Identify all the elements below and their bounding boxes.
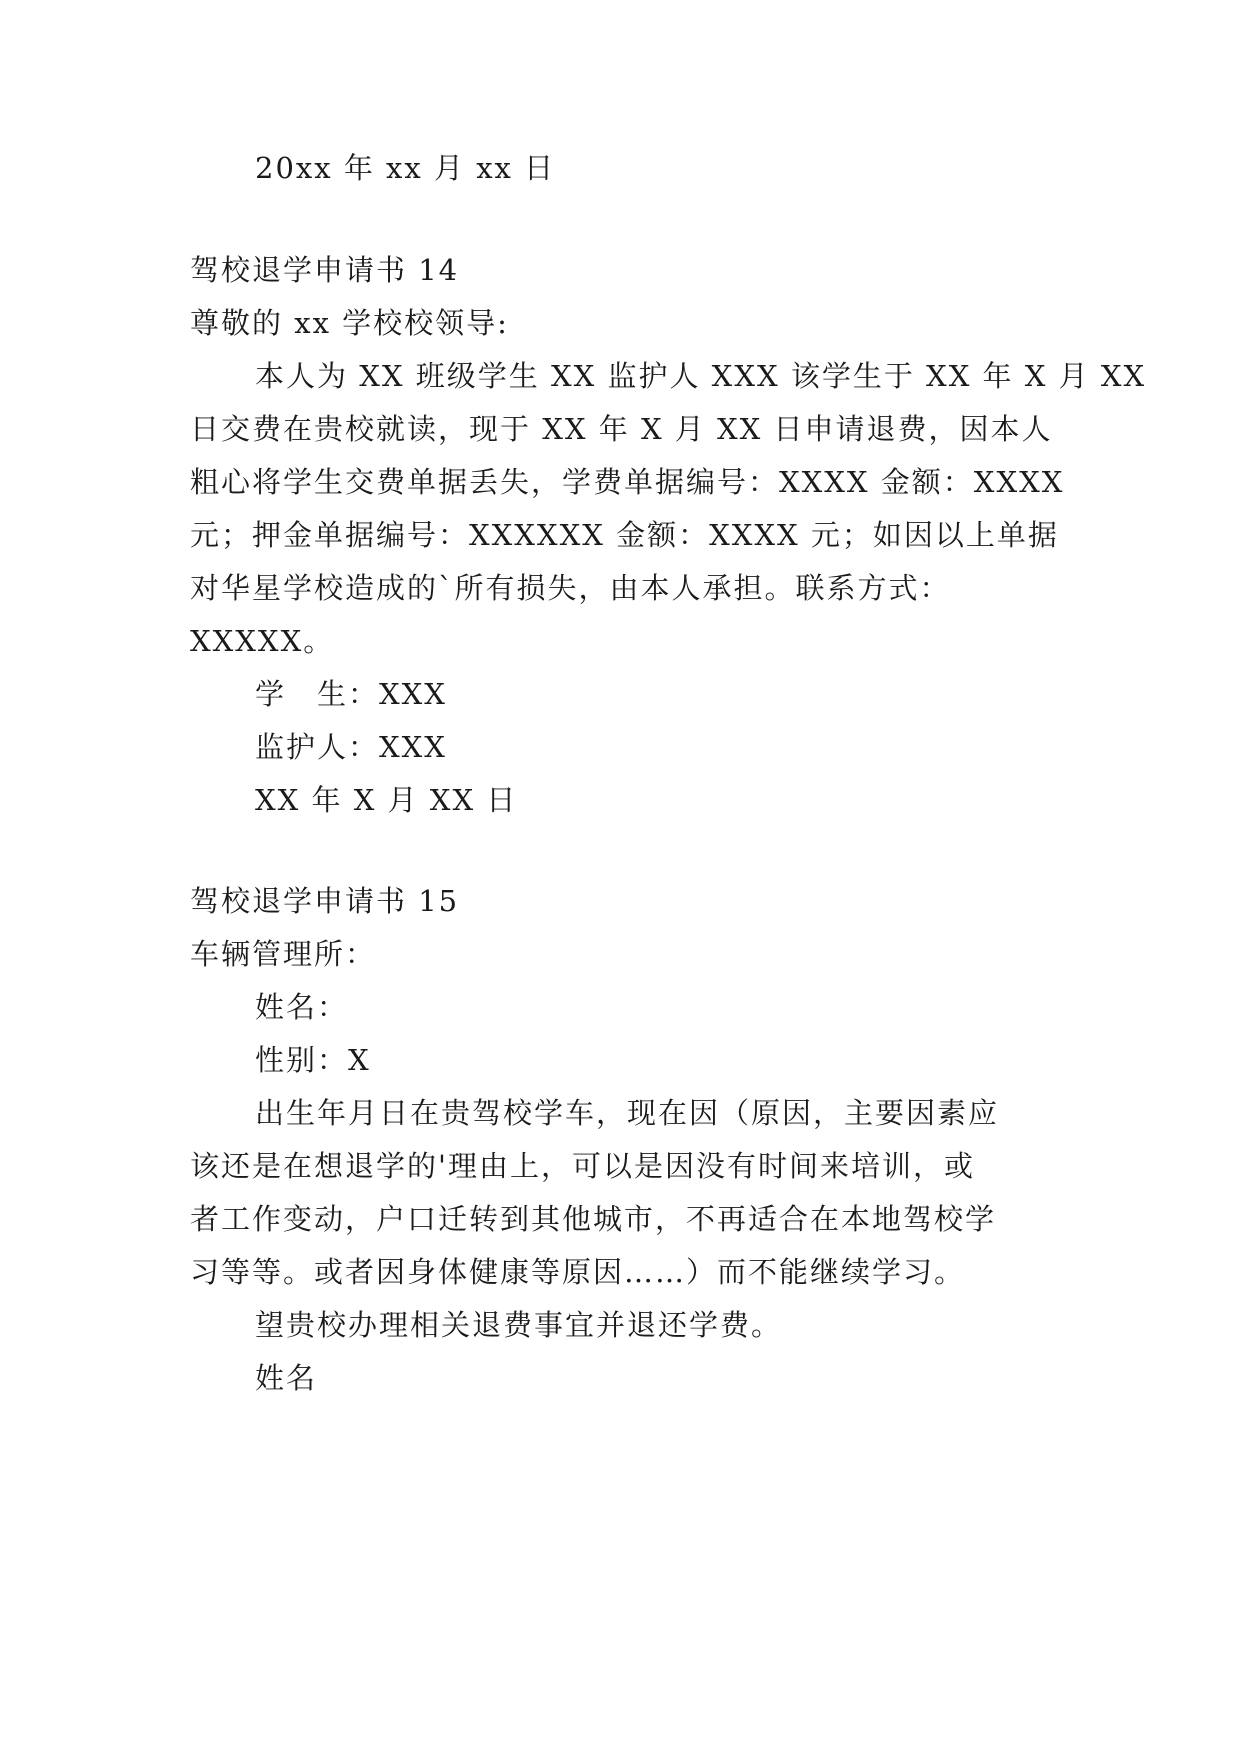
salutation: 车辆管理所：: [190, 937, 377, 971]
body-line: 日交费在贵校就读，现于 XX 年 X 月 XX 日申请退费，因本人: [190, 412, 1053, 446]
body-line: 习等等。或者因身体健康等原因……）而不能继续学习。: [190, 1255, 966, 1289]
section-title: 驾校退学申请书 14: [190, 253, 460, 287]
section-title: 驾校退学申请书 15: [190, 884, 460, 918]
gender-field: 性别：X: [255, 1043, 371, 1077]
body-line: 对华星学校造成的`所有损失，由本人承担。联系方式：: [190, 571, 951, 605]
signature-line: 姓名: [255, 1361, 318, 1395]
name-field: 姓名：: [255, 990, 349, 1024]
body-line: 该还是在想退学的'理由上，可以是因没有时间来培训，或: [190, 1149, 975, 1183]
body-line: XXXXX。: [190, 624, 335, 658]
date-line: 20xx 年 xx 月 xx 日: [255, 151, 556, 185]
student-line: 学 生：XXX: [255, 677, 447, 711]
body-line: 本人为 XX 班级学生 XX 监护人 XXX 该学生于 XX 年 X 月 XX: [255, 359, 1147, 393]
body-line: 出生年月日在贵驾校学车，现在因（原因，主要因素应: [255, 1096, 1000, 1130]
body-line: 者工作变动，户口迁转到其他城市，不再适合在本地驾校学: [190, 1202, 997, 1236]
guardian-line: 监护人：XXX: [255, 730, 447, 764]
body-line: 粗心将学生交费单据丢失，学费单据编号：XXXX 金额：XXXX: [190, 465, 1065, 499]
date-line: XX 年 X 月 XX 日: [255, 783, 518, 817]
body-line: 元；押金单据编号：XXXXXX 金额：XXXX 元；如因以上单据: [190, 518, 1059, 552]
request-line: 望贵校办理相关退费事宜并退还学费。: [255, 1308, 783, 1342]
salutation: 尊敬的 xx 学校校领导:: [190, 306, 509, 340]
